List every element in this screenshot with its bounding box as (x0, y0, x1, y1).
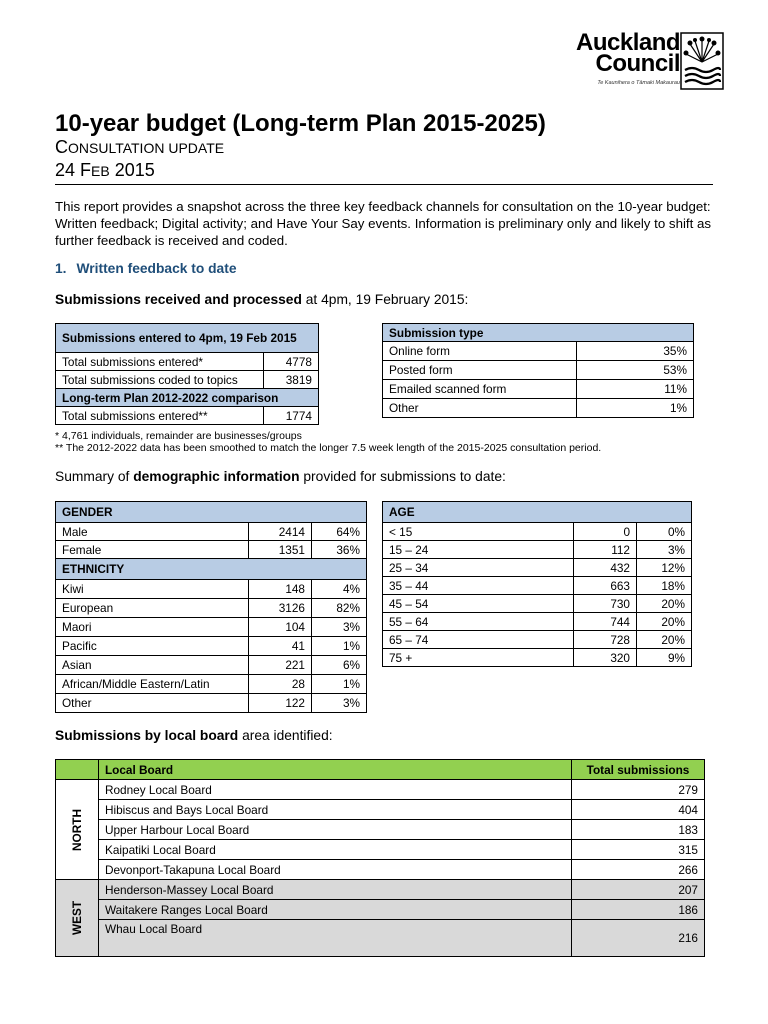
table-header-row (56, 760, 705, 780)
table-row (56, 618, 367, 637)
row-pct: 18% (637, 577, 692, 595)
logo-line-2: Council (595, 50, 680, 77)
lb-rest: area identified: (238, 728, 333, 743)
local-board-line (55, 728, 333, 743)
row-count: 2414 (249, 523, 312, 541)
board-name: Waitakere Ranges Local Board (98, 900, 571, 920)
board-total: 404 (572, 800, 705, 820)
section-title: Written feedback to date (76, 261, 237, 276)
table-row (56, 694, 367, 713)
table-header: Submissions entered to 4pm, 19 Feb 2015 (56, 324, 319, 353)
row-label: < 15 (383, 523, 574, 541)
table-row (56, 900, 705, 920)
submissions-received-bold: Submissions received and processed (55, 292, 302, 307)
table-row (56, 860, 705, 880)
row-pct: 20% (637, 595, 692, 613)
row-label: Online form (383, 342, 577, 361)
row-pct: 36% (312, 541, 367, 559)
row-label: 65 – 74 (383, 631, 574, 649)
date-year: 2015 (109, 160, 155, 180)
row-count: 221 (249, 656, 312, 675)
footnote-1: * 4,761 individuals, remainder are businesses/groups (55, 430, 302, 442)
lb-bold: Submissions by local board (55, 728, 239, 743)
gender-header: GENDER (56, 502, 367, 523)
auckland-council-logo (576, 29, 726, 92)
row-label: 25 – 34 (383, 559, 574, 577)
row-pct: 20% (637, 613, 692, 631)
row-value: 4778 (264, 353, 319, 371)
pohutukawa-emblem-icon (680, 32, 724, 90)
report-date (55, 160, 155, 181)
table-row (56, 407, 319, 425)
table-row (56, 637, 367, 656)
table-row (383, 559, 692, 577)
table-row (383, 613, 692, 631)
submissions-received-rest: at 4pm, 19 February 2015: (301, 292, 469, 307)
row-label: Total submissions coded to topics (56, 371, 264, 389)
board-total: 279 (572, 780, 705, 800)
table-row (383, 541, 692, 559)
table-row (56, 800, 705, 820)
demo-post: provided for submissions to date: (299, 469, 506, 484)
row-label: Maori (56, 618, 249, 637)
row-label: Asian (56, 656, 249, 675)
ethnicity-header: ETHNICITY (56, 559, 367, 580)
row-count: 728 (574, 631, 637, 649)
row-pct: 0% (637, 523, 692, 541)
row-pct: 20% (637, 631, 692, 649)
row-pct: 82% (312, 599, 367, 618)
demo-bold: demographic information (133, 469, 300, 484)
age-table (382, 501, 692, 667)
table-row (383, 380, 694, 399)
table-row (56, 675, 367, 694)
region-west (56, 880, 99, 957)
row-count: 320 (574, 649, 637, 667)
row-label: Pacific (56, 637, 249, 656)
board-total: 266 (572, 860, 705, 880)
table-row (383, 523, 692, 541)
row-label: 15 – 24 (383, 541, 574, 559)
table-header: Submission type (383, 324, 694, 342)
row-count: 0 (574, 523, 637, 541)
row-label: 75 + (383, 649, 574, 667)
submissions-received-line (55, 292, 468, 307)
table-row (56, 840, 705, 860)
row-pct: 64% (312, 523, 367, 541)
age-header: AGE (383, 502, 692, 523)
row-label: 45 – 54 (383, 595, 574, 613)
row-pct: 4% (312, 580, 367, 599)
row-pct: 6% (312, 656, 367, 675)
row-label: Other (56, 694, 249, 713)
row-label: Other (383, 399, 577, 418)
table-row (383, 577, 692, 595)
region-label: WEST (69, 900, 84, 936)
row-count: 730 (574, 595, 637, 613)
row-count: 28 (249, 675, 312, 694)
board-total: 207 (572, 880, 705, 900)
region-header-cell (56, 760, 99, 780)
row-pct: 9% (637, 649, 692, 667)
row-label: Female (56, 541, 249, 559)
row-label: African/Middle Eastern/Latin (56, 675, 249, 694)
table-row (56, 599, 367, 618)
table-row (383, 342, 694, 361)
section-heading-written-feedback (55, 261, 237, 276)
table-row (383, 631, 692, 649)
table-row (56, 371, 319, 389)
row-label: Kiwi (56, 580, 249, 599)
row-count: 1351 (249, 541, 312, 559)
board-name: Rodney Local Board (98, 780, 571, 800)
row-count: 148 (249, 580, 312, 599)
board-total: 315 (572, 840, 705, 860)
local-board-table (55, 759, 705, 957)
row-label: European (56, 599, 249, 618)
board-total: 186 (572, 900, 705, 920)
footnote-2: ** The 2012-2022 data has been smoothed to match the longer 7.5 week length of the 2015-2025 consultation period. (55, 442, 602, 454)
table-row (383, 595, 692, 613)
row-pct: 3% (637, 541, 692, 559)
demo-pre: Summary of (55, 469, 134, 484)
row-label: Posted form (383, 361, 577, 380)
table-row (56, 353, 319, 371)
row-value: 1774 (264, 407, 319, 425)
date-month: EB (91, 163, 110, 179)
table-row (56, 656, 367, 675)
table-row (383, 399, 694, 418)
row-count: 3126 (249, 599, 312, 618)
board-name: Upper Harbour Local Board (98, 820, 571, 840)
submission-type-table (382, 323, 694, 418)
table-row (56, 880, 705, 900)
logo-wordmark (576, 29, 681, 77)
table-row (56, 920, 705, 957)
row-count: 104 (249, 618, 312, 637)
table-row (56, 523, 367, 541)
row-label: Male (56, 523, 249, 541)
board-name: Henderson-Massey Local Board (98, 880, 571, 900)
row-value: 53% (577, 361, 694, 380)
comparison-header: Long-term Plan 2012-2022 comparison (56, 389, 319, 407)
board-name: Devonport-Takapuna Local Board (98, 860, 571, 880)
section-number: 1. (55, 261, 67, 276)
date-day: 24 F (55, 160, 92, 180)
region-north (56, 780, 99, 880)
row-label: Total submissions entered* (56, 353, 264, 371)
board-name: Hibiscus and Bays Local Board (98, 800, 571, 820)
row-value: 1% (577, 399, 694, 418)
table-row (56, 820, 705, 840)
table-row (56, 541, 367, 559)
row-value: 11% (577, 380, 694, 399)
gender-ethnicity-table (55, 501, 367, 713)
submissions-entered-table (55, 323, 319, 425)
table-row (56, 780, 705, 800)
page-subtitle (55, 137, 224, 158)
board-total: 216 (572, 920, 705, 957)
col-total-submissions: Total submissions (572, 760, 705, 780)
header-divider (55, 184, 713, 185)
row-label: Emailed scanned form (383, 380, 577, 399)
row-count: 122 (249, 694, 312, 713)
intro-paragraph: This report provides a snapshot across the three key feedback channels for consultation on the 10-year budget: Written feedback; Digital activity; and Have Your Say events. Information is preliminary only and likely to shift as further feedback is received and coded. (55, 199, 712, 248)
row-pct: 3% (312, 618, 367, 637)
table-row (383, 649, 692, 667)
row-pct: 1% (312, 675, 367, 694)
region-label: NORTH (69, 808, 84, 851)
table-row (56, 580, 367, 599)
row-value: 35% (577, 342, 694, 361)
col-local-board: Local Board (98, 760, 571, 780)
board-name: Whau Local Board (98, 920, 571, 957)
row-pct: 3% (312, 694, 367, 713)
subtitle-rest: ONSULTATION UPDATE (68, 140, 225, 156)
row-value: 3819 (264, 371, 319, 389)
logo-tagline: Te Kaunihera o Tāmaki Makaurau (597, 80, 680, 86)
row-label: 35 – 44 (383, 577, 574, 595)
row-pct: 12% (637, 559, 692, 577)
row-label: Total submissions entered** (56, 407, 264, 425)
subtitle-initial: C (55, 137, 68, 157)
row-pct: 1% (312, 637, 367, 656)
row-count: 744 (574, 613, 637, 631)
logo-line-1: Auckland (576, 29, 681, 56)
board-name: Kaipatiki Local Board (98, 840, 571, 860)
board-total: 183 (572, 820, 705, 840)
row-count: 663 (574, 577, 637, 595)
row-label: 55 – 64 (383, 613, 574, 631)
page-title: 10-year budget (Long-term Plan 2015-2025) (55, 110, 546, 137)
demographic-summary-line (55, 469, 506, 484)
row-count: 112 (574, 541, 637, 559)
table-row (383, 361, 694, 380)
row-count: 432 (574, 559, 637, 577)
row-count: 41 (249, 637, 312, 656)
